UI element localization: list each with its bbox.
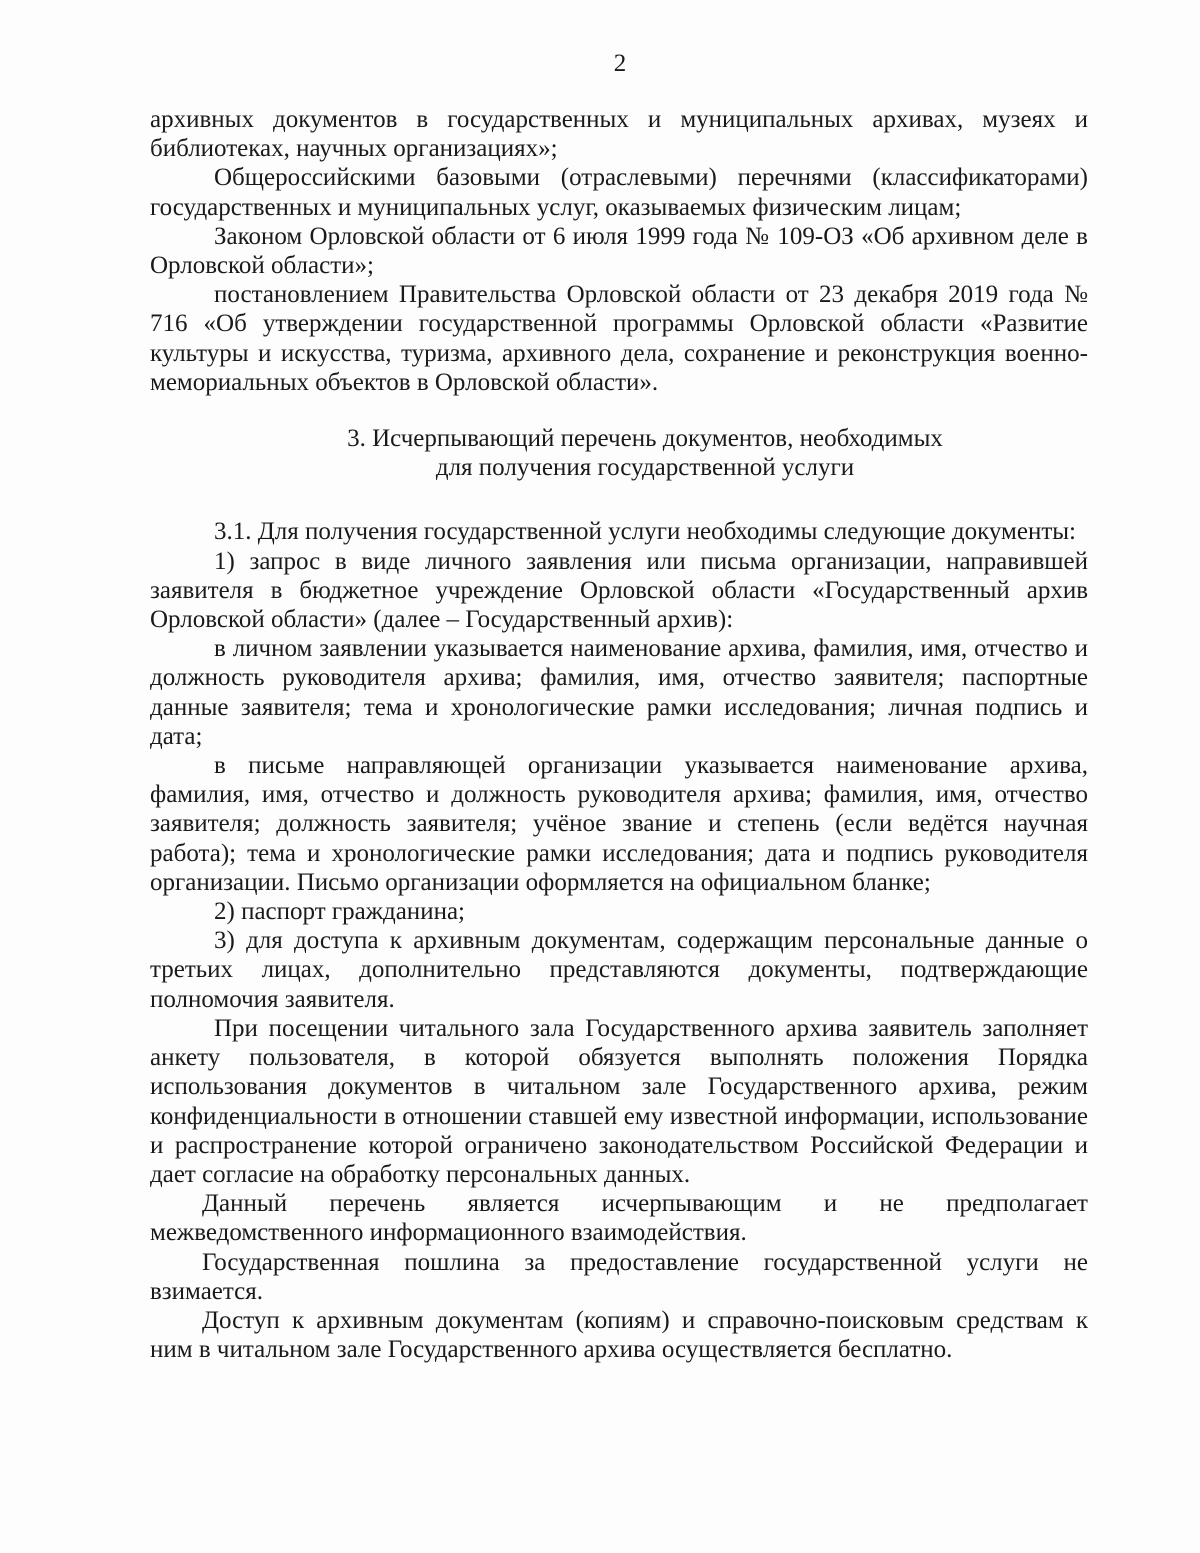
paragraph: 3) для доступа к архивным документам, содержащим персональные данные о третьих лицах, дополнительно представляются документы, подтверждающие полномочия заявителя. xyxy=(150,927,1088,1013)
paragraph: 1) запрос в виде личного заявления или письма организации, направившей заявителя в бюджетное учреждение Орловской области «Государственный архив Орловской области» (далее – Государственный архив): xyxy=(150,547,1088,634)
section-heading-line: 3. Исчерпывающий перечень документов, необходимых xyxy=(347,425,943,453)
section-heading-line: для получения государственной услуги xyxy=(435,454,855,482)
paragraph: Доступ к архивным документам (копиям) и справочно-поисковым средствам к ним в читальном зале Государственного архива осуществляется бесплатно. xyxy=(150,1306,1088,1364)
paragraph: Государственная пошлина за предоставление государственной услуги не взимается. xyxy=(150,1248,1088,1305)
page-number: 2 xyxy=(613,50,627,77)
paragraph: архивных документов в государственных и муниципальных архивах, музеях и библиотеках, научных организациях»; xyxy=(150,106,1088,163)
paragraph: 3.1. Для получения государственной услуги необходимы следующие документы: xyxy=(214,518,1076,546)
paragraph: постановлением Правительства Орловской области от 23 декабря 2019 года № 716 «Об утверждении государственной программы Орловской области «Развитие культуры и искусства, туризма, архивного дела, сохранение и реконструкция военно-мемориальных объектов в Орловской области». xyxy=(150,281,1088,396)
paragraph: Законом Орловской области от 6 июля 1999 года № 109-ОЗ «Об архивном деле в Орловской области»; xyxy=(150,222,1088,280)
document-body xyxy=(150,105,1088,1364)
paragraph: в личном заявлении указывается наименование архива, фамилия, имя, отчество и должность руководителя архива; фамилия, имя, отчество заявителя; паспортные данные заявителя; тема и хронологические рамки исследования; личная подпись и дата; xyxy=(150,635,1088,750)
paragraph: Общероссийскими базовыми (отраслевыми) перечнями (классификаторами) государственных и муниципальных услуг, оказываемых физическим лицам; xyxy=(150,164,1088,221)
paragraph: в письме направляющей организации указывается наименование архива, фамилия, имя, отчество и должность руководителя архива; фамилия, имя, отчество заявителя; должность заявителя; учёное звание и степень (если ведётся научная работа); тема и хронологические рамки исследования; дата и подпись руководителя организации. Письмо организации оформляется на официальном бланке; xyxy=(150,752,1088,896)
paragraph: Данный перечень является исчерпывающим и не предполагает межведомственного информационного взаимодействия. xyxy=(150,1190,1088,1247)
paragraph: При посещении читального зала Государственного архива заявитель заполняет анкету пользователя, в которой обязуется выполнять положения Порядка использования документов в читальном зале Государственного архива, режим конфиденциальности в отношении ставшей ему известной информации, использование и распространение которой ограничено законодательством Российской Федерации и дает согласие на обработку персональных данных. xyxy=(150,1014,1088,1188)
paragraph: 2) паспорт гражданина; xyxy=(214,898,465,926)
section-heading xyxy=(150,424,1088,482)
